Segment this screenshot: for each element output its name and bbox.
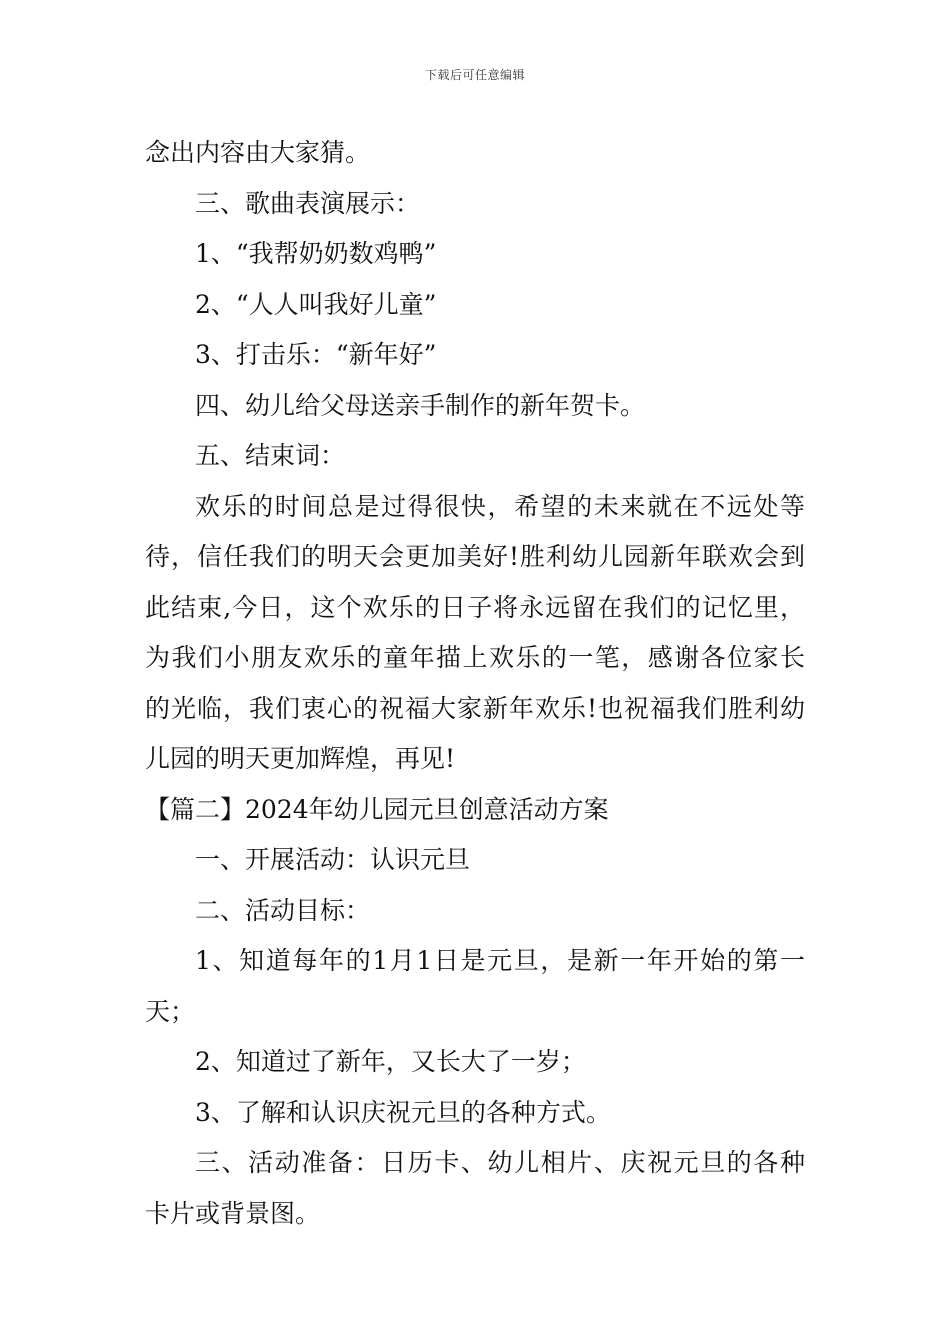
text-line: 2、“人人叫我好儿童” [195, 289, 437, 319]
text-line: 念出内容由大家猜。 [145, 138, 371, 167]
text-line: 三、活动准备：日历卡、幼儿相片、庆祝元旦的各种 [195, 1148, 805, 1177]
text-line: 二、活动目标： [195, 895, 371, 925]
text-line: 儿园的明天更加辉煌，再见! [145, 744, 456, 773]
text-line: 【篇二】2024年幼儿园元旦创意活动方案 [145, 794, 609, 824]
text-line: 卡片或背景图。 [145, 1198, 321, 1228]
text-line: 此结束,今日，这个欢乐的日子将永远留在我们的记忆里， [145, 592, 805, 622]
text-line: 天； [145, 996, 196, 1026]
text-line: 1、“我帮奶奶数鸡鸭” [195, 239, 437, 268]
page-header: 下载后可任意编辑 [424, 68, 525, 82]
text-line: 三、歌曲表演展示： [195, 188, 421, 218]
text-line: 1、知道每年的1月1日是元旦，是新一年开始的第一 [195, 946, 805, 975]
text-line: 2、知道过了新年，又长大了一岁； [195, 1047, 586, 1076]
text-line: 待，信任我们的明天会更加美好!胜利幼儿园新年联欢会到 [145, 542, 805, 571]
text-line: 欢乐的时间总是过得很快，希望的未来就在不远处等 [195, 491, 805, 521]
text-line: 为我们小朋友欢乐的童年描上欢乐的一笔，感谢各位家长 [145, 643, 805, 672]
text-line: 3、了解和认识庆祝元旦的各种方式。 [195, 1097, 611, 1127]
document-body [145, 128, 805, 1239]
text-line: 五、结束词： [195, 441, 346, 470]
text-line: 的光临，我们衷心的祝福大家新年欢乐!也祝福我们胜利幼 [145, 693, 805, 723]
text-line: 四、幼儿给父母送亲手制作的新年贺卡。 [195, 390, 646, 420]
text-line: 一、开展活动：认识元旦 [195, 845, 471, 874]
text-line: 3、打击乐：“新年好” [195, 340, 437, 369]
